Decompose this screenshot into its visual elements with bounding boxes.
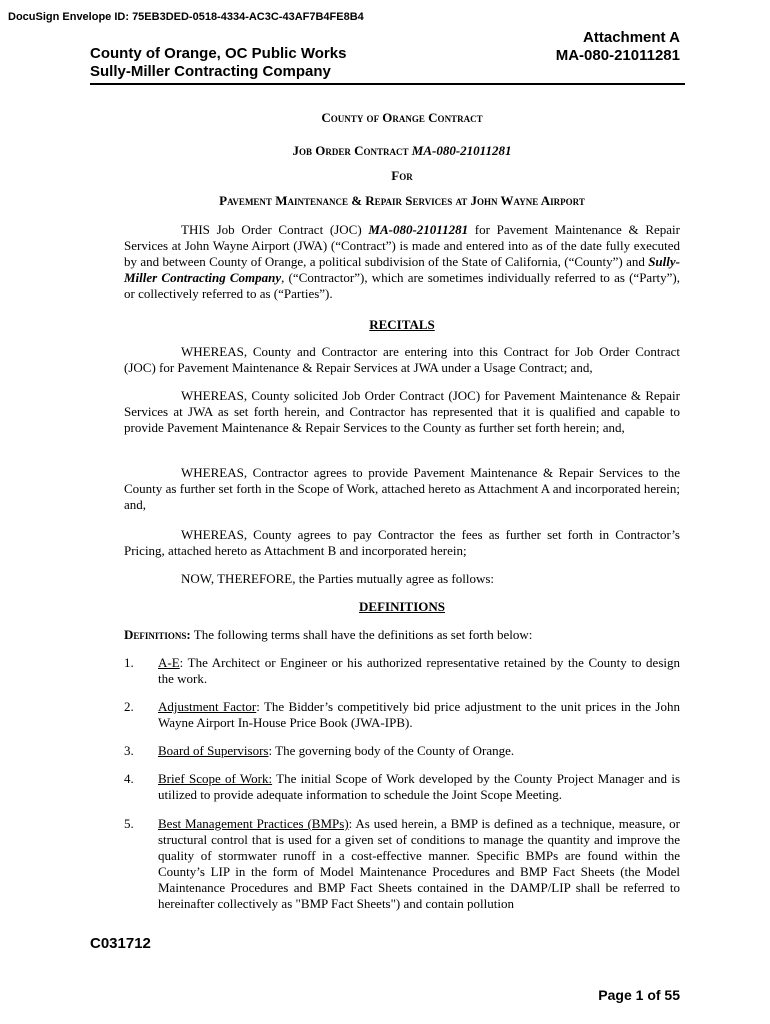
page-number: Page 1 of 55 — [598, 987, 680, 1003]
header-attachment — [556, 29, 680, 65]
title-line-2-prefix: Job Order Contract — [292, 143, 409, 158]
intro-part-e: , (“Contractor”), which are sometimes individually referred to as (“Party”), or collectively referred to as (“Parties”). — [124, 270, 680, 301]
definition-item — [124, 699, 680, 731]
definition-term: Brief Scope of Work: — [158, 771, 273, 786]
header-county: County of Orange, OC Public Works — [90, 45, 347, 62]
definition-number: 5. — [124, 816, 134, 831]
intro-paragraph — [124, 222, 680, 302]
recitals-heading — [124, 317, 680, 333]
header-divider — [90, 83, 685, 85]
definitions-heading-text: DEFINITIONS — [359, 599, 445, 614]
title-line-2-number: MA-080-21011281 — [411, 143, 512, 158]
definition-text: The initial Scope of Work developed by the County Project Manager and is utilized to provide adequate information to schedule the Joint Scope Meeting. — [158, 771, 681, 802]
definitions-heading — [124, 599, 680, 615]
footer-code: C031712 — [90, 935, 151, 952]
definition-text: : As used herein, a BMP is defined as a technique, measure, or structural control that is used for a given set of conditions to manage the quantity and improve the quality of stormwater runoff in a cost-effective manner. Specific BMPs are found within the County’s LIP in the form of Model Maintenance Procedures and BMP Fact Sheets (the Model Maintenance Procedures and BMP Fact Sheets contained in the DAMP/LIP shall be referred to hereinafter collectively as "BMP Fact Sheets") and contain pollution — [158, 816, 681, 911]
definitions-intro-text: The following terms shall have the definitions as set forth below: — [193, 627, 533, 642]
definition-text: : The Architect or Engineer or his authorized representative retained by the County to design the work. — [158, 655, 680, 686]
title-block — [124, 110, 680, 209]
recitals-heading-text: RECITALS — [369, 317, 435, 332]
title-line-3: For — [391, 168, 413, 183]
docusign-envelope-id: DocuSign Envelope ID: 75EB3DED-0518-4334-AC3C-43AF7B4FE8B4 — [8, 11, 364, 23]
recital-1: WHEREAS, County and Contractor are entering into this Contract for Job Order Contract (JOC) for Pavement Maintenance & Repair Services at JWA under a Usage Contract; and, — [124, 344, 680, 375]
definition-number: 4. — [124, 771, 134, 786]
intro-contractor-name: Sully-Miller Contracting Company — [124, 254, 680, 285]
intro-part-c: for Pavement Maintenance & Repair Services at John Wayne Airport (JWA) (“Contract”) is made and entered into as of the date fully executed by and between County of Orange, a political subdivision of the State of California, (“County”) and — [124, 222, 680, 269]
title-line-2 — [124, 143, 680, 159]
recital-5: NOW, THEREFORE, the Parties mutually agree as follows: — [181, 571, 495, 586]
header-contract-number: MA-080-21011281 — [555, 47, 680, 64]
definition-term: Board of Supervisors — [158, 743, 269, 758]
definition-term: A-E — [158, 655, 180, 670]
definition-text: : The Bidder’s competitively bid price adjustment to the unit prices in the John Wayne Airport In-House Price Book (JWA-IPB). — [158, 699, 680, 730]
intro-contract-number: MA-080-21011281 — [368, 222, 469, 237]
recital-2: WHEREAS, County solicited Job Order Contract (JOC) for Pavement Maintenance & Repair Services at JWA as set forth herein, and Contractor has represented that it is qualified and capable to provide Pavement Maintenance & Repair Services to the County as further set forth herein; and, — [124, 388, 680, 435]
recital-4: WHEREAS, County agrees to pay Contractor the fees as further set forth in Contractor’s Pricing, attached hereto as Attachment B and incorporated herein; — [124, 527, 680, 558]
intro-part-a: THIS Job Order Contract (JOC) — [181, 222, 362, 237]
definitions-intro — [124, 627, 680, 643]
definition-term: Adjustment Factor — [158, 699, 257, 714]
definition-item — [124, 816, 680, 912]
definition-text: : The governing body of the County of Orange. — [268, 743, 515, 758]
definitions-intro-label: Definitions: — [124, 627, 191, 642]
definition-number: 2. — [124, 699, 134, 714]
title-line-1: County of Orange Contract — [321, 110, 483, 125]
title-line-4: Pavement Maintenance & Repair Services at John Wayne Airport — [219, 193, 585, 208]
header-attachment-label: Attachment A — [583, 29, 680, 46]
recital-3: WHEREAS, Contractor agrees to provide Pavement Maintenance & Repair Services to the County as further set forth in the Scope of Work, attached hereto as Attachment A and incorporated herein; and, — [124, 465, 680, 512]
definition-item — [124, 655, 680, 687]
definition-term: Best Management Practices (BMPs) — [158, 816, 349, 831]
header-contractor: Sully-Miller Contracting Company — [90, 63, 331, 80]
header-parties — [90, 45, 346, 81]
definition-item — [124, 743, 680, 759]
definition-item — [124, 771, 680, 803]
definition-number: 1. — [124, 655, 134, 670]
definition-number: 3. — [124, 743, 134, 758]
